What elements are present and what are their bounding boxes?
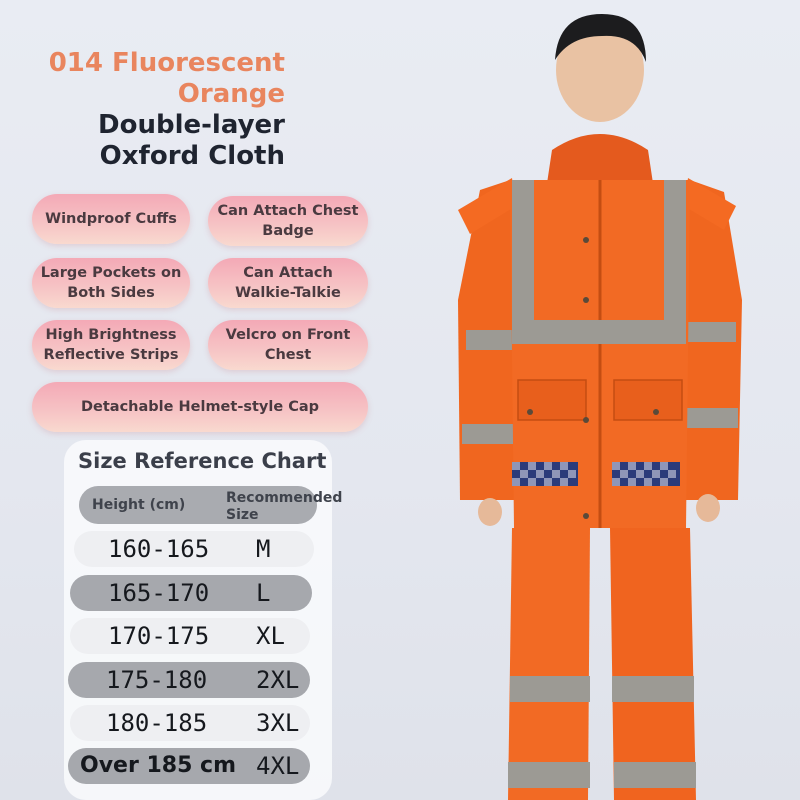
reflective-strip bbox=[664, 180, 686, 326]
title-line-3: Double-layer bbox=[98, 110, 285, 140]
product-title-color bbox=[49, 48, 285, 110]
feature-pill-large-pockets: Large Pockets on Both Sides bbox=[32, 258, 190, 308]
header-height: Height (cm) bbox=[92, 497, 186, 513]
row-height: 165-170 bbox=[108, 579, 210, 607]
product-title-material bbox=[98, 110, 285, 172]
row-height: 160-165 bbox=[108, 535, 210, 563]
header-recommended-size: Recommended Size bbox=[226, 490, 343, 523]
reflective-strip bbox=[466, 330, 512, 350]
row-size: M bbox=[256, 535, 271, 563]
row-height: 180-185 bbox=[106, 709, 208, 737]
row-size: 3XL bbox=[256, 709, 300, 737]
reflective-strip bbox=[512, 320, 686, 344]
feature-pill-velcro-chest: Velcro on Front Chest bbox=[208, 320, 368, 370]
reflective-strip bbox=[688, 322, 736, 342]
left-trouser-leg bbox=[508, 528, 590, 800]
feature-pill-walkie-talkie: Can Attach Walkie-Talkie bbox=[208, 258, 368, 308]
feature-pill-helmet-cap: Detachable Helmet-style Cap bbox=[32, 382, 368, 432]
row-size: 4XL bbox=[256, 752, 300, 780]
feature-pill-windproof-cuffs: Windproof Cuffs bbox=[32, 194, 190, 244]
reflective-strip bbox=[614, 762, 696, 788]
reflective-strip bbox=[684, 408, 738, 428]
reflective-strip bbox=[508, 762, 590, 788]
reflective-strip bbox=[512, 180, 534, 326]
reflective-strip bbox=[612, 676, 694, 702]
reflective-strip bbox=[510, 676, 590, 702]
right-trouser-leg bbox=[610, 528, 696, 800]
row-size: L bbox=[256, 579, 271, 607]
row-height: 175-180 bbox=[106, 666, 208, 694]
feature-pill-chest-badge: Can Attach Chest Badge bbox=[208, 196, 368, 246]
title-line-2: Orange bbox=[177, 79, 285, 109]
reflective-strip bbox=[462, 424, 516, 444]
row-height: 170-175 bbox=[108, 622, 210, 650]
size-chart-title: Size Reference Chart bbox=[78, 449, 327, 473]
row-height: Over 185 cm bbox=[80, 753, 237, 778]
row-size: 2XL bbox=[256, 666, 300, 694]
title-line-4: Oxford Cloth bbox=[99, 141, 285, 171]
feature-pill-reflective-strips: High Brightness Reflective Strips bbox=[32, 320, 190, 370]
row-size: XL bbox=[256, 622, 285, 650]
pocket bbox=[614, 380, 682, 420]
title-line-1: 014 Fluorescent bbox=[48, 48, 285, 78]
model-wearing-raincoat-image bbox=[440, 0, 760, 800]
